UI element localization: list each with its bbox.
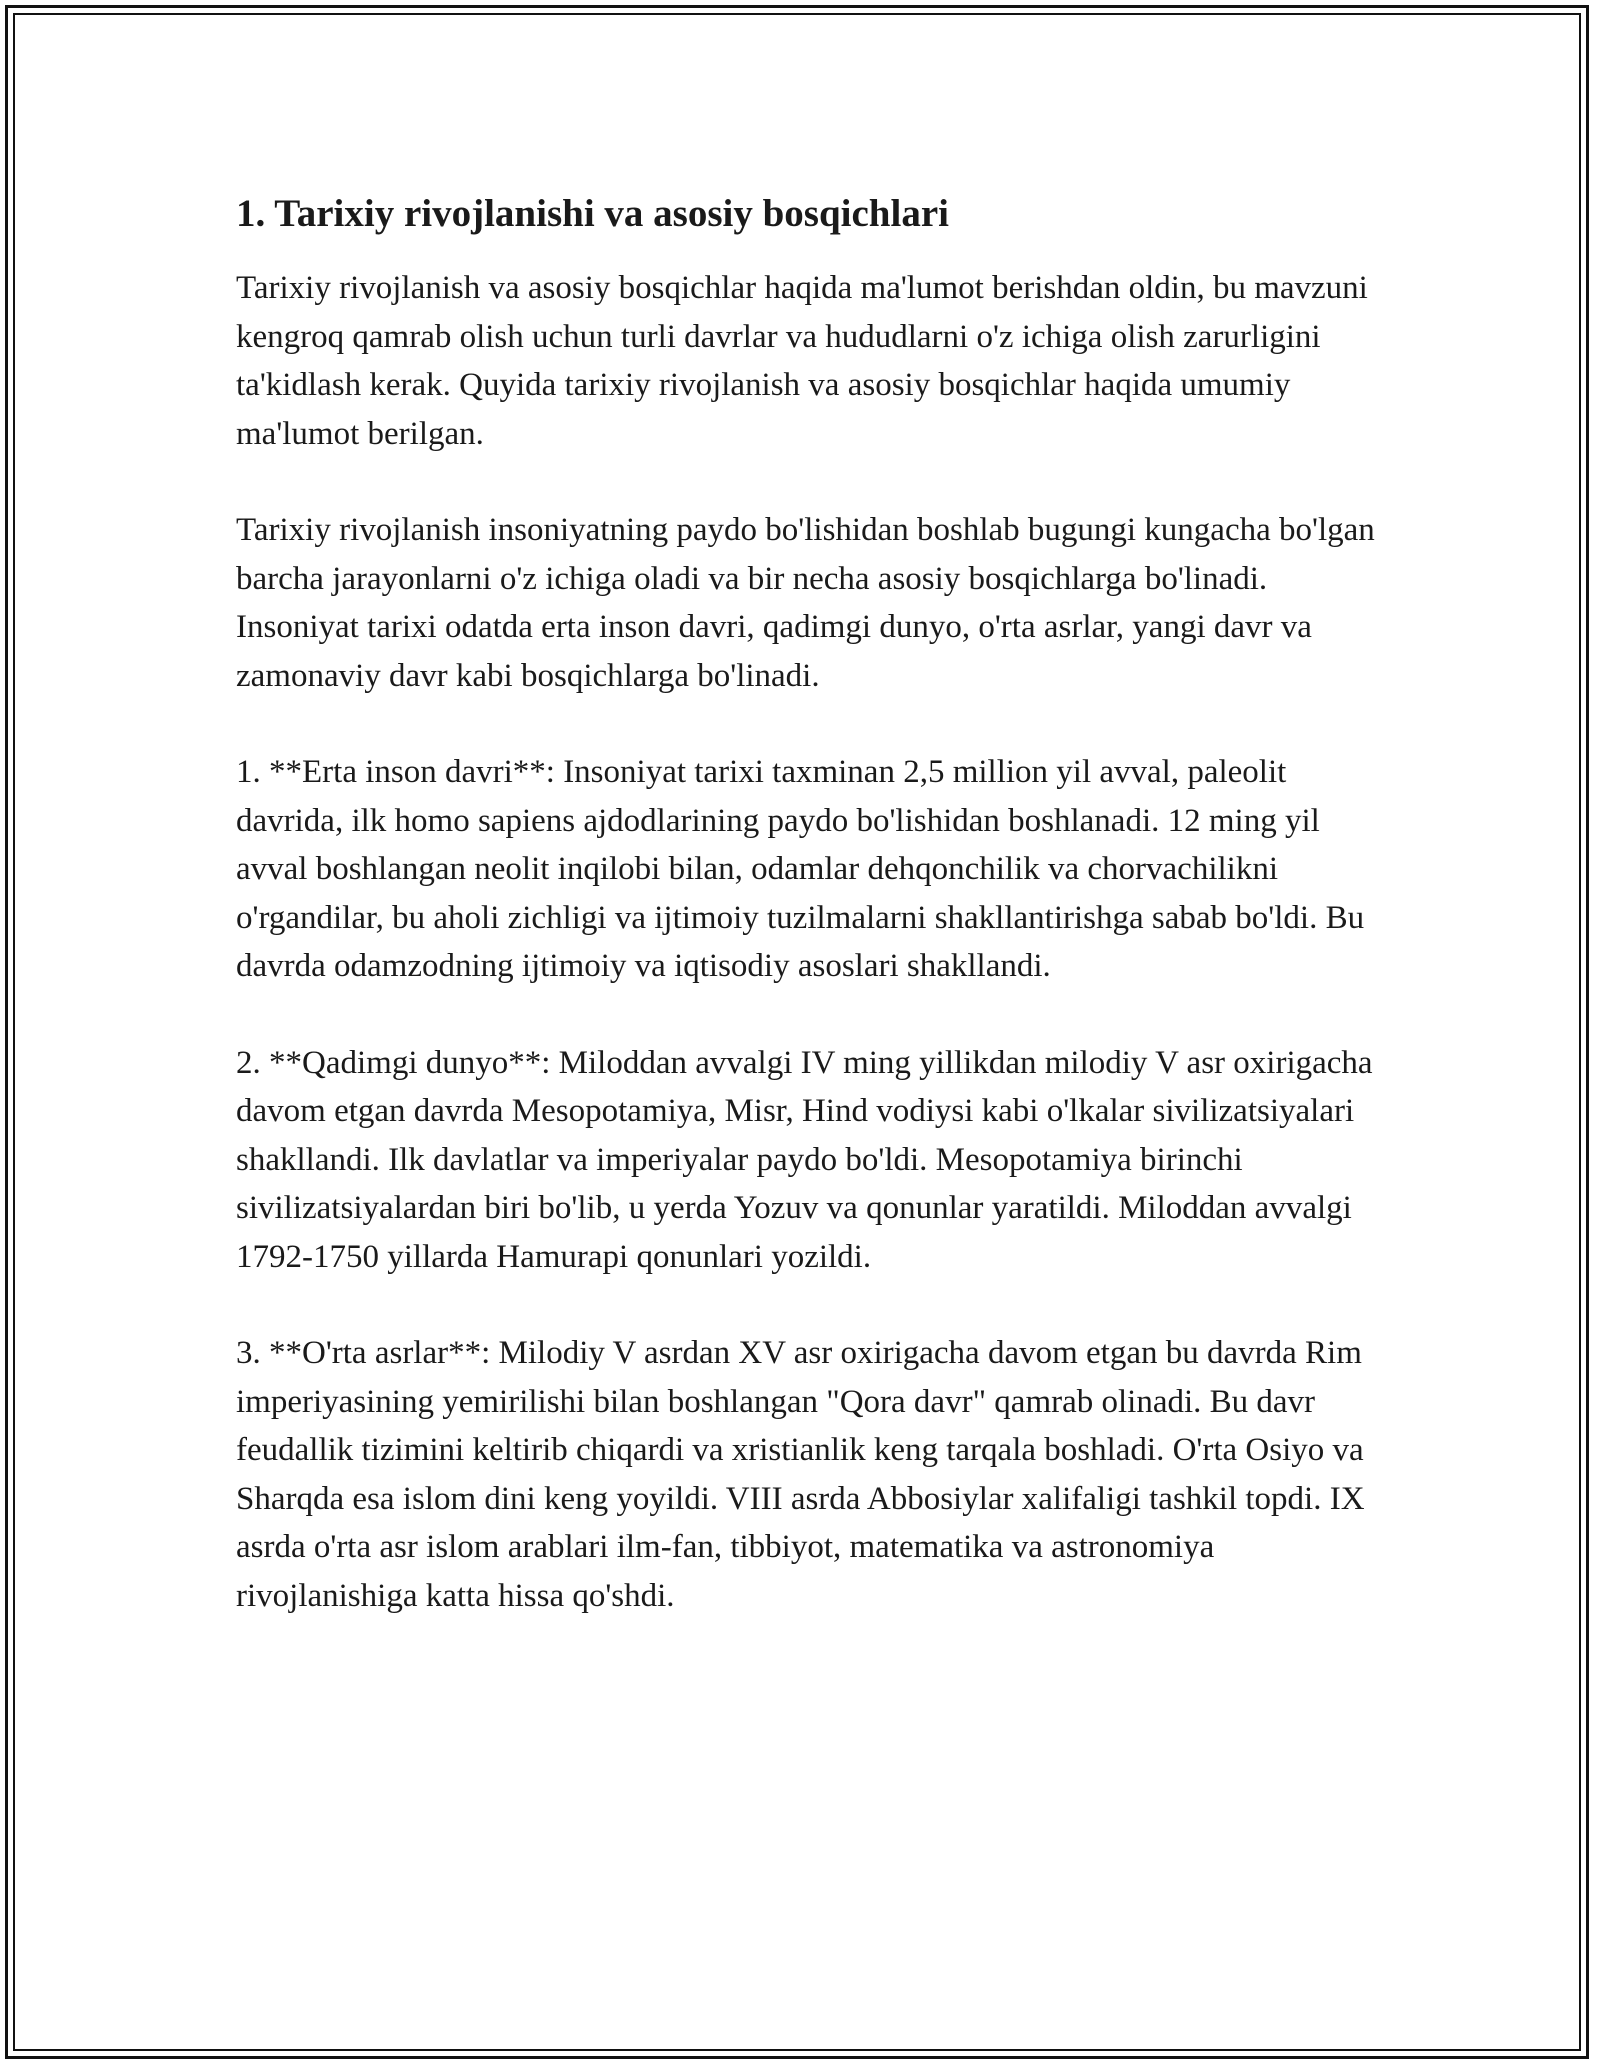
ancient-world-paragraph: 2. **Qadimgi dunyo**: Miloddan avvalgi IV ming yillikdan milodiy V asr oxirigacha davom etgan davrda Mesopotamiya, Misr, Hind vodiysi kabi o'lkalar sivilizatsiyalari shakllandi. Ilk davlatlar va imperiyalar paydo bo'ldi. Mesopotamiya birinchi sivilizatsiyalardan biri bo'lib, u yerda Yozuv va qonunlar yaratildi. Miloddan avvalgi 1792-1750 yillarda Hamurapi qonunlari yozildi. xyxy=(236,1044,1373,1275)
section-heading: 1. Tarixiy rivojlanishi va asosiy bosqichlari xyxy=(236,192,949,235)
middle-ages-paragraph: 3. **O'rta asrlar**: Milodiy V asrdan XV asr oxirigacha davom etgan bu davrda Rim imperiyasining yemirilishi bilan boshlangan "Qora davr" qamrab olinadi. Bu davr feudallik tizimini keltirib chiqardi va xristianlik keng tarqala boshladi. O'rta Osiyo va Sharqda esa islom dini keng yoyildi. VIII asrda Abbosiylar xalifaligi tashkil topdi. IX asrda o'rta asr islom arablari ilm-fan, tibbiyot, matematika va astronomiya rivojlanishiga katta hissa qo'shdi. xyxy=(236,1335,1365,1614)
early-human-era-paragraph: 1. **Erta inson davri**: Insoniyat tarixi taxminan 2,5 million yil avval, paleolit davrida, ilk homo sapiens ajdodlarining paydo bo'lishidan boshlanadi. 12 ming yil avval boshlangan neolit inqilobi bilan, odamlar dehqonchilik va chorvachilikni o'rgandilar, bu aholi zichligi va ijtimoiy tuzilmalarni shakllantirishga sabab bo'ldi. Bu davrda odamzodning ijtimoiy va iqtisodiy asoslari shakllandi. xyxy=(236,754,1365,984)
overview-paragraph: Tarixiy rivojlanish insoniyatning paydo bo'lishidan boshlab bugungi kungacha bo'lgan barcha jarayonlarni o'z ichiga oladi va bir necha asosiy bosqichlarga bo'linadi. Insoniyat tarixi odatda erta inson davri, qadimgi dunyo, o'rta asrlar, yangi davr va zamonaviy davr kabi bosqichlarga bo'linadi. xyxy=(236,512,1375,694)
intro-paragraph: Tarixiy rivojlanish va asosiy bosqichlar haqida ma'lumot berishdan oldin, bu mavzuni kengroq qamrab olish uchun turli davrlar va hududlarni o'z ichiga olish zarurligini ta'kidlash kerak. Quyida tarixiy rivojlanish va asosiy bosqichlar haqida umumiy ma'lumot berilgan. xyxy=(236,270,1368,452)
document-body xyxy=(236,190,1376,1668)
